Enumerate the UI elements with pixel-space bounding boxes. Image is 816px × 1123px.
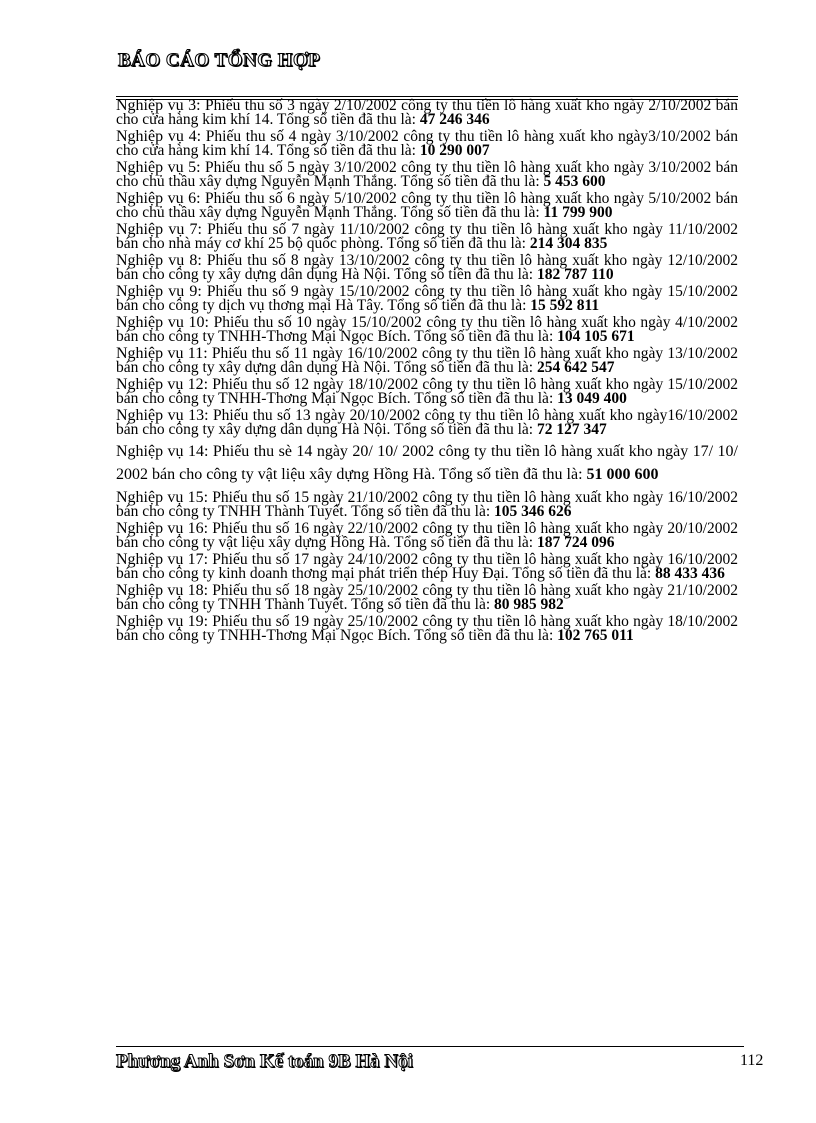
page-number: 112	[740, 1052, 764, 1069]
entry-text: Phiếu thu số 6 ngày 5/10/2002 công ty thu tiền lô hàng xuất kho ngày 5/10/2002 bán cho chủ thầu xây dựng Nguyễn Mạnh Thắng. Tổng số tiền đã thu là:	[116, 189, 739, 221]
entry-label: Nghiệp vụ 8:	[116, 251, 202, 269]
entry-amount: 187 724 096	[536, 533, 615, 551]
entry-amount: 47 246 346	[419, 110, 490, 128]
entry-text: Phiếu thu số 3 ngày 2/10/2002 công ty thu tiền lô hàng xuất kho ngày 2/10/2002 bán cho cửa hàng kim khí 14. Tổng số tiền đã thu là:	[116, 97, 739, 128]
entry-text: Phiếu thu sè 14 ngày 20/ 10/ 2002 công ty thu tiền lô hàng xuất kho ngày 17/ 10/ 2002 bán cho công ty vật liệu xây dựng Hồng Hà. Tổng số tiền đã thu là:	[116, 442, 739, 483]
transaction-entry	[116, 375, 738, 407]
entry-label: Nghiệp vụ 10:	[116, 313, 209, 331]
transaction-entry	[116, 519, 738, 551]
entry-label: Nghiệp vụ 9:	[116, 282, 202, 300]
transaction-entry	[116, 189, 739, 221]
entry-text: Phiếu thu số 11 ngày 16/10/2002 công ty thu tiền lô hàng xuất kho ngày 13/10/2002 bán cho công ty xây dựng dân dụng Hà Nội. Tổng số tiền đã thu là:	[116, 344, 739, 376]
entry-amount: 15 592 811	[530, 296, 600, 314]
footer-divider	[116, 1046, 744, 1047]
footer-author: Phương Anh Sơn Kế toán 9B Hà Nội	[116, 1051, 413, 1072]
entry-text: Phiếu thu số 12 ngày 18/10/2002 công ty thu tiền lô hàng xuất kho ngày 15/10/2002 bán cho công ty TNHH-Thơng Mại Ngọc Bích. Tổng số tiền đã thu là:	[116, 375, 738, 407]
transaction-entry	[116, 220, 739, 252]
entry-amount: 10 290 007	[419, 141, 490, 159]
entry-amount: 102 765 011	[557, 626, 634, 644]
entry-label: Nghiệp vụ 18:	[116, 581, 209, 599]
entry-text: Phiếu thu số 13 ngày 20/10/2002 công ty thu tiền lô hàng xuất kho ngày16/10/2002 bán cho công ty xây dựng dân dụng Hà Nội. Tổng số tiền đã thu là:	[116, 406, 739, 438]
entry-text: Phiếu thu số 7 ngày 11/10/2002 công ty thu tiền lô hàng xuất kho ngày 11/10/2002 bán cho nhà máy cơ khí 25 bộ quốc phòng. Tổng số tiền đã thu là:	[116, 220, 739, 252]
entry-label: Nghiệp vụ 17:	[116, 550, 209, 568]
entry-amount: 104 105 671	[557, 327, 635, 345]
entry-text: Phiếu thu số 5 ngày 3/10/2002 công ty thu tiền lô hàng xuất kho ngày 3/10/2002 bán cho chủ thầu xây dựng Nguyễn Mạnh Thắng. Tổng số tiền đã thu là:	[116, 158, 739, 190]
entry-text: Phiếu thu số 8 ngày 13/10/2002 công ty thu tiền lô hàng xuất kho ngày 12/10/2002 bán cho công ty xây dựng dân dụng Hà Nội. Tổng số tiền đã thu là:	[116, 251, 738, 283]
entry-label: Nghiệp vụ 14:	[116, 442, 209, 460]
transaction-entry	[116, 612, 738, 644]
entry-text: Phiếu thu số 18 ngày 25/10/2002 công ty thu tiền lô hàng xuất kho ngày 21/10/2002 bán cho công ty TNHH Thành Tuyết. Tổng số tiền đã thu là:	[116, 581, 738, 613]
entry-amount: 254 642 547	[536, 358, 615, 376]
page-header-title: BÁO CÁO TỔNG HỢP	[118, 50, 321, 71]
entry-label: Nghiệp vụ 11:	[116, 344, 208, 362]
entry-text: Phiếu thu số 16 ngày 22/10/2002 công ty thu tiền lô hàng xuất kho ngày 20/10/2002 bán cho công ty vật liệu xây dựng Hồng Hà. Tổng số tiền đã thu là:	[116, 519, 738, 551]
entry-label: Nghiệp vụ 7:	[116, 220, 203, 238]
entry-label: Nghiệp vụ 13:	[116, 406, 209, 424]
entry-amount: 88 433 436	[655, 564, 725, 582]
transaction-entry	[116, 127, 739, 159]
entry-label: Nghiệp vụ 4:	[116, 127, 202, 145]
transaction-entry	[116, 344, 739, 376]
transaction-entry	[116, 282, 738, 314]
entry-label: Nghiệp vụ 12:	[116, 375, 209, 393]
transaction-entry	[116, 251, 738, 283]
transaction-entry	[116, 581, 738, 613]
entry-label: Nghiệp vụ 15:	[116, 488, 209, 506]
transaction-entry	[116, 99, 738, 127]
entry-label: Nghiệp vụ 6:	[116, 189, 201, 207]
entry-text: Phiếu thu số 4 ngày 3/10/2002 công ty thu tiền lô hàng xuất kho ngày3/10/2002 bán cho cửa hàng kim khí 14. Tổng số tiền đã thu là:	[116, 127, 739, 159]
entry-amount: 51 000 600	[586, 465, 659, 483]
entry-text: Phiếu thu số 10 ngày 15/10/2002 công ty thu tiền lô hàng xuất kho ngày 4/10/2002 bán cho công ty TNHH-Thơng Mại Ngọc Bích. Tổng số tiền đã thu là:	[116, 313, 739, 345]
entry-amount: 5 453 600	[543, 172, 606, 190]
entry-text: Phiếu thu số 15 ngày 21/10/2002 công ty thu tiền lô hàng xuất kho ngày 16/10/2002 bán cho công ty TNHH Thành Tuyết. Tổng số tiền đã thu là:	[116, 488, 738, 520]
transaction-entry	[116, 406, 739, 438]
entry-label: Nghiệp vụ 19:	[116, 612, 209, 630]
transaction-entry	[116, 488, 738, 520]
entry-label: Nghiệp vụ 16:	[116, 519, 209, 537]
entry-amount: 11 799 900	[543, 203, 613, 221]
entry-amount: 13 049 400	[557, 389, 627, 407]
entry-text: Phiếu thu số 17 ngày 24/10/2002 công ty thu tiền lô hàng xuất kho ngày 16/10/2002 bán cho công ty kinh doanh thơng mại phát triển thép Huy Đại. Tổng số tiền đã thu là:	[116, 550, 738, 582]
transaction-entry	[116, 313, 739, 345]
entry-amount: 80 985 982	[494, 595, 564, 613]
transaction-entry	[116, 158, 739, 190]
entry-amount: 182 787 110	[536, 265, 614, 283]
entry-text: Phiếu thu số 9 ngày 15/10/2002 công ty thu tiền lô hàng xuất kho ngày 15/10/2002 bán cho công ty dịch vụ thơng mại Hà Tây. Tổng số tiền đã thu là:	[116, 282, 738, 314]
transaction-entry	[116, 550, 738, 582]
entry-text: Phiếu thu số 19 ngày 25/10/2002 công ty thu tiền lô hàng xuất kho ngày 18/10/2002 bán cho công ty TNHH-Thơng Mại Ngọc Bích. Tổng số tiền đã thu là:	[116, 612, 738, 644]
entry-amount: 105 346 626	[494, 502, 572, 520]
entry-amount: 72 127 347	[536, 420, 607, 438]
transaction-entry	[116, 440, 738, 486]
transaction-list	[116, 99, 738, 646]
entry-label: Nghiệp vụ 5:	[116, 158, 201, 176]
entry-label: Nghiệp vụ 3:	[116, 97, 201, 114]
entry-amount: 214 304 835	[529, 234, 608, 252]
